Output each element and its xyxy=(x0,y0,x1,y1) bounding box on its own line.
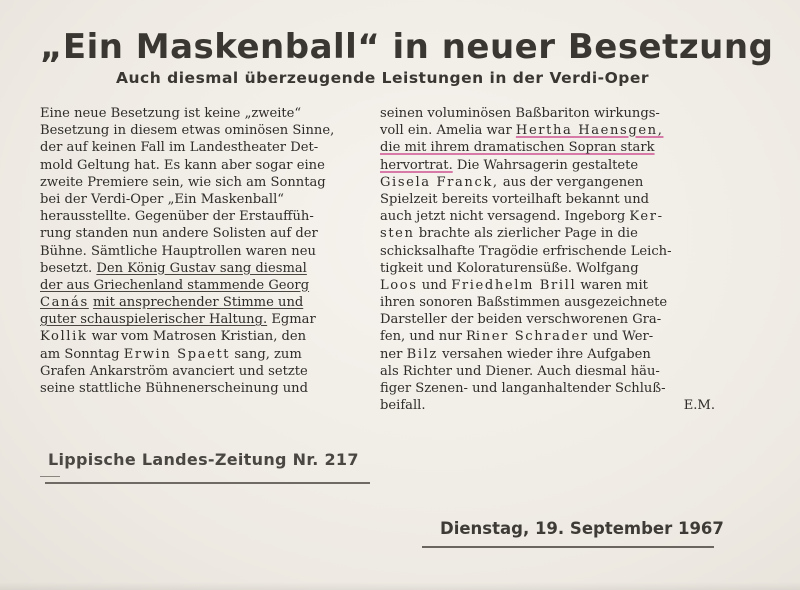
underlined-text: mit ansprechender Stimme und xyxy=(92,295,304,311)
text-line xyxy=(40,260,372,277)
underlined-text: Den König Gustav sang diesmal xyxy=(96,260,307,276)
subheadline: Auch diesmal überzeugende Leistungen in der Verdi-Oper xyxy=(116,69,650,87)
text-line xyxy=(380,397,715,414)
text-line xyxy=(40,346,372,363)
text-line xyxy=(380,208,715,225)
left-column xyxy=(40,105,372,397)
paper-edge-shadow xyxy=(0,582,800,590)
text-line xyxy=(380,328,715,345)
text-line: seinen voluminösen Baßbariton wirkungs- xyxy=(380,106,660,121)
text-fragment: beifall. xyxy=(380,398,426,414)
text-line xyxy=(40,311,372,328)
right-column xyxy=(380,105,715,414)
performer-name: Bilz xyxy=(406,346,438,362)
performer-name: Canás xyxy=(40,295,89,311)
text-fragment: und Wer- xyxy=(592,329,654,345)
text-line xyxy=(40,328,372,345)
text-fragment: fen, und nur R xyxy=(380,329,476,345)
text-fragment: besetzt. xyxy=(40,260,93,276)
performer-name: Ker- xyxy=(629,209,664,225)
highlighted-text: hervortrat. xyxy=(380,157,453,173)
text-line: herausstellte. Gegenüber der Erstauffüh- xyxy=(40,209,314,225)
text-line xyxy=(380,122,715,139)
text-line xyxy=(380,225,715,242)
performer-name: Kollik xyxy=(40,329,88,345)
text-line xyxy=(380,157,715,174)
text-line: Bühne. Sämtliche Hauptrollen waren neu xyxy=(40,243,316,259)
text-line: Spielzeit bereits vorteilhaft bekannt und xyxy=(380,191,650,207)
text-line: seine stattliche Bühnenerscheinung und xyxy=(40,381,308,396)
text-fragment: am Sonntag xyxy=(40,346,120,362)
text-fragment: Egmar xyxy=(271,312,316,328)
divider xyxy=(45,482,370,484)
text-line: zweite Premiere sein, wie sich am Sonntag xyxy=(40,174,326,190)
text-line xyxy=(40,294,372,311)
performer-name: Gisela Franck, xyxy=(380,174,499,190)
headline: „Ein Maskenball“ in neuer Besetzung xyxy=(40,27,774,67)
performer-name: Loos xyxy=(380,277,418,293)
text-line: bei der Verdi-Oper „Ein Maskenball“ xyxy=(40,191,285,207)
performer-name: sten xyxy=(380,226,415,242)
highlighted-text-line: die mit ihrem dramatischen Sopran stark xyxy=(380,140,655,156)
text-line: Grafen Ankarström avanciert und setzte xyxy=(40,363,308,379)
performer-name: Friedhelm Brill xyxy=(451,277,577,293)
text-fragment: aus der vergangenen xyxy=(502,174,644,190)
text-line: der auf keinen Fall im Landestheater Det- xyxy=(40,140,319,156)
text-line: Besetzung in diesem etwas ominösen Sinne, xyxy=(40,123,335,139)
text-line: figer Szenen- und langanhaltender Schluß- xyxy=(380,381,666,396)
text-line: schicksalhafte Tragödie erfrischende Leich- xyxy=(380,243,672,259)
divider xyxy=(422,546,714,548)
text-fragment: auch jetzt nicht versagend. Ingeborg xyxy=(380,209,626,225)
text-line xyxy=(380,277,715,294)
publication-date: Dienstag, 19. September 1967 xyxy=(440,519,724,538)
text-line: Darsteller der beiden verschworenen Gra- xyxy=(380,312,662,328)
highlighted-performer-name: Hertha Haensgen, xyxy=(515,123,664,139)
performer-name: iner Schrader xyxy=(475,329,589,345)
text-fragment: brachte als zierlicher Page in die xyxy=(418,226,638,242)
text-fragment: sang, zum xyxy=(234,346,302,362)
divider xyxy=(40,476,60,477)
text-line: tigkeit und Koloraturensüße. Wolfgang xyxy=(380,260,639,276)
performer-name: Erwin Spaett xyxy=(123,346,231,362)
text-fragment: und xyxy=(421,277,448,293)
text-line xyxy=(380,174,715,191)
text-fragment: war vom Matrosen Kristian, den xyxy=(91,329,307,345)
text-line: Eine neue Besetzung ist keine „zweite“ xyxy=(40,106,302,121)
text-fragment: Die Wahrsagerin gestaltete xyxy=(456,157,639,173)
text-fragment: waren mit xyxy=(580,277,648,293)
text-line: rung standen nun andere Solisten auf der xyxy=(40,226,318,242)
text-line: mold Geltung hat. Es kann aber sogar eine xyxy=(40,157,325,173)
text-fragment: ner xyxy=(380,346,403,362)
underlined-text: guter schauspielerischer Haltung. xyxy=(40,312,268,328)
underlined-text-line: der aus Griechenland stammende Georg xyxy=(40,277,310,293)
text-fragment: voll ein. Amelia war xyxy=(380,123,512,139)
text-line: ihren sonoren Baßstimmen ausgezeichnete xyxy=(380,295,668,311)
text-line xyxy=(380,346,715,363)
newspaper-source: Lippische Landes-Zeitung Nr. 217 xyxy=(48,450,359,469)
author-initials: E.M. xyxy=(683,398,715,414)
text-fragment: versahen wieder ihre Aufgaben xyxy=(442,346,651,362)
text-line: als Richter und Diener. Auch diesmal häu- xyxy=(380,363,660,379)
